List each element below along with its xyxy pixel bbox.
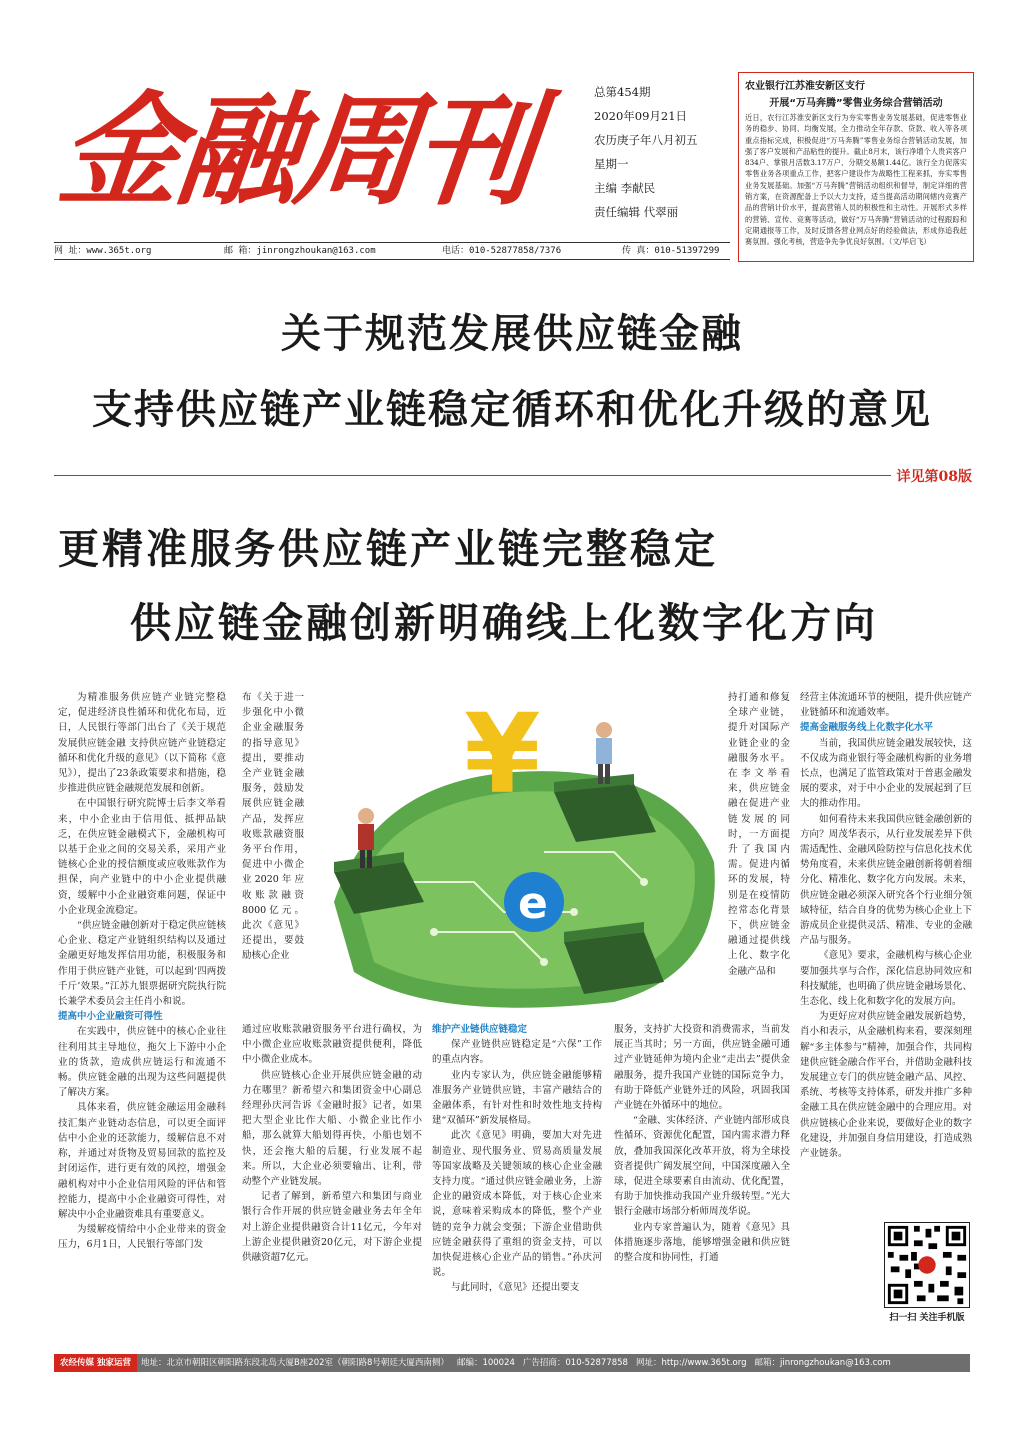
supply-chain-illustration — [314, 692, 720, 1014]
paragraph: 经营主体流通环节的梗阻，提升供应链产业链循环和流通效率。 — [800, 692, 972, 719]
paragraph: 为精准服务供应链产业链完整稳定，促进经济良性循环和优化布局，近日，人民银行等部门出台了《关于规范发展供应链金融 支持供应链产业链稳定循环和优化升级的意见》（以下简称《意见》），提出了23条政策要求和措施，稳步推进供应链金融规范发展和创新。 — [58, 692, 226, 795]
lunar-date: 农历庚子年八月初五 — [594, 133, 698, 147]
chief-editor: 主编 李献民 — [594, 181, 656, 195]
contact-website[interactable]: 网 址：www.365t.org — [54, 246, 152, 256]
qr-code[interactable] — [884, 1222, 970, 1308]
issue-date: 2020年09月21日 — [594, 109, 688, 123]
paragraph: 具体来看，供应链金融运用金融科技汇集产业链动态信息，可以更全面评估中小企业的还款能力，缓解信息不对称，并通过对货物及贸易回款的监控及封闭运作，进行更有效的风控，增强金融机构对中小企业信用风险的评估和管控能力，提高中小企业融资可得性，对解决中小企业融资难具有重要意义。 — [58, 1102, 226, 1220]
paragraph: 供应链核心企业开展供应链金融的动力在哪里？新希望六和集团资金中心副总经理孙庆河告诉《金融时报》记者，如果把大型企业比作大船、小微企业比作小船，那么就算大船划得再快，小船也划不快，还会拖大船的后腿，行业发展不起来。所以，大企业必须要输出、让利，带动整个产业链发展。 — [242, 1069, 422, 1188]
article-column-1 — [58, 690, 226, 1253]
footer-address: 地址：北京市朝阳区朝阳路东段北岛大厦B座202室（朝阳路8号朝廷大厦西南侧） — [140, 1358, 449, 1368]
paragraph: “金融、实体经济、产业链内部形成良性循环、资源优化配置，国内需求潜力释放，叠加我国深化改革开放，将为全球投资者提供广阔发展空间，中国深度融入全球，促进全球要素自由流动、优化配置，有助于加快推动我国产业升级转型。”光大银行金融市场部分析师周茂华说。 — [614, 1115, 790, 1218]
headline2-line1: 更精准服务供应链产业链完整稳定 — [58, 525, 718, 573]
see-more-link[interactable]: 详见第08版 — [891, 466, 972, 486]
footer-website[interactable]: 网址：http://www.365t.org — [635, 1358, 747, 1368]
side-news-body: 近日，农行江苏淮安新区支行为夯实零售业务发展基础，促进零售业务的稳步、协同、均衡发展，全力推动全年存款、贷款、收入等各项重点指标完成，积极促进“万马奔腾”零售业务综合营销活动发展，加强了客户发展和产品粘性的提升。截止8月末，该行净增个人贵宾客户834户、掌银月活数3.17万户、分期交易额1.44亿。该行全力促落实零售业务各项重点工作，把客户建设作为战略性工程来抓，夯实零售业务发展基础。加强“万马奔腾”营销活动组织和督导，制定详细的营销方案，在资源配备上予以大力支持，适当提高活动期间辖内竞赛产品的营销计价水平，提高营销人员的积极性和主动性。开展形式多样的营销、宣传、竞赛等活动，做好“万马奔腾”营销活动的过程跟踪和定期通报等工作，及时反馈各营业网点好的经验做法，形成你追我赶赛氛围。强化考核，营造争先争优良好氛围。（文/毕启飞） — [745, 113, 967, 247]
contact-bar — [54, 242, 730, 260]
svg-text:e: e — [518, 878, 548, 929]
paragraph: 布《关于进一步强化中小微企业金融服务的指导意见》提出，要推动全产业链金融服务，鼓励发展供应链金融产品，发挥应收账款融资服务平台作用，促进中小微企业2020年应收账款融资8000亿元。此次《意见》还提出，要鼓励核心企业 — [242, 692, 304, 962]
paragraph: “供应链金融创新对于稳定供应链核心企业、稳定产业链组织结构以及通过金融更好地发挥信用功能，积极服务和作用于供应链产业链，可以起到‘四两拨千斤’效果。”江苏九银票据研究院执行院长兼学术委员会主任肖小和说。 — [58, 920, 226, 1008]
paragraph: 通过应收账款融资服务平台进行确权，为中小微企业应收账款融资提供便利，降低中小微企业成本。 — [242, 1024, 422, 1066]
paragraph: 与此同时，《意见》还提出要支 — [451, 1282, 580, 1294]
footer-bar — [54, 1354, 970, 1372]
paragraph: 如何看待未来我国供应链金融创新的方向？周茂华表示，从行业发展差异下供需适配性、金融风险防控与信息化技术优势角度看，未来供应链金融创新将朝着细分化、精准化、数字化方向发展。未来，供应链金融必须深入研究各个行业细分领域特征，结合自身的优势为核心企业上下游成员企业提供灵活、精准、专业的金融产品与服务。 — [800, 813, 972, 947]
footer-email[interactable]: 邮箱：jinrongzhoukan@163.com — [754, 1358, 891, 1368]
paragraph: 《意见》要求，金融机构与核心企业要加强共享与合作，深化信息协同效应和科技赋能，也明确了供应链金融场景化、生态化、线上化和数字化的发展方向。 — [800, 950, 972, 1008]
article-column-2-top — [242, 690, 304, 964]
footer-brand: 农经传媒 独家运营 — [54, 1354, 137, 1372]
subheading-3: 提高金融服务线上化数字化水平 — [800, 722, 934, 734]
article-column-4-bottom — [614, 1022, 790, 1265]
paragraph: 为缓解疫情给中小企业带来的资金压力，6月1日，人民银行等部门发 — [58, 1224, 226, 1251]
paragraph: 持打通和修复全球产业链，提升对国际产业链企业的金融服务水平。在李文举看来，供应链金融在促进产业链发展的同时，一方面提升了我国内需。促进内循环的发展，特别是在疫情防控常态化背景下，供应链金融通过提供线上化、数字化金融产品和 — [728, 692, 790, 977]
red-divider — [54, 475, 970, 476]
issue-info — [594, 80, 734, 224]
paragraph: 在中国银行研究院博士后李文举看来，中小企业由于信用低、抵押品缺乏，在供应链金融模式下，金融机构可以基于企业之间的交易关系，采用产业链核心企业的授信额度或应收账款作为担保，向产业链中的中小企业提供融资，缓解中小企业融资难问题，保证中小企业现金流稳定。 — [58, 798, 226, 916]
headline1-line1: 关于规范发展供应链金融 — [281, 310, 743, 357]
svg-text:¥: ¥ — [464, 692, 541, 818]
issue-number: 总第454期 — [594, 85, 651, 99]
subheading-1: 提高中小企业融资可得性 — [58, 1011, 163, 1023]
qr-caption: 扫一扫 关注手机版 — [889, 1313, 965, 1323]
contact-phone: 电话：010-52877858/7376 — [442, 246, 562, 256]
side-news-title-1: 农业银行江苏淮安新区支行 — [745, 81, 865, 92]
contact-email[interactable]: 邮 箱：jinrongzhoukan@163.com — [224, 246, 376, 256]
paragraph: 当前，我国供应链金融发展较快，这不仅成为商业银行等金融机构新的业务增长点，也满足了监管政策对于普惠金融发展的要求，对于中小企业的发展起到了巨大的推动作用。 — [800, 737, 972, 810]
headline2-line2: 供应链金融创新明确线上化数字化方向 — [130, 599, 878, 647]
paragraph: 业内专家认为，供应链金融能够精准服务产业链供应链，丰富产融结合的金融体系，有针对性和时效性地支持构建“双循环”新发展格局。 — [432, 1069, 602, 1127]
paragraph: 保产业链供应链稳定是“六保”工作的重点内容。 — [432, 1039, 602, 1066]
masthead-title: 金融周刊 — [52, 78, 540, 222]
side-news-title-2: 开展“万马奔腾”零售业务综合营销活动 — [769, 98, 943, 109]
subheading-2: 维护产业链供应链稳定 — [432, 1024, 528, 1035]
article-column-5 — [800, 690, 972, 1161]
duty-editor: 责任编辑 代翠丽 — [594, 205, 679, 219]
paragraph: 业内专家普遍认为，随着《意见》具体措施逐步落地，能够增强金融和供应链的整合度和协同性，打通 — [614, 1221, 790, 1264]
contact-fax: 传 真：010-51397299 — [622, 246, 720, 256]
paragraph: 此次《意见》明确，要加大对先进制造业、现代服务业、贸易高质量发展等国家战略及关键领域的核心企业金融支持力度。“通过供应链金融业务，上游企业的融资成本降低，对于核心企业来说，意味着采购成本的降低，整个产业链的竞争力就会变强；下游企业借助供应链金融获得了重组的资金支持，可以加快促进核心企业产品的销售。”孙庆河说。 — [432, 1130, 602, 1279]
side-news-box — [738, 72, 974, 262]
headline1-line2: 支持供应链产业链稳定循环和优化升级的意见 — [92, 386, 932, 433]
article-column-2-bottom — [242, 1022, 422, 1265]
article-column-4-top — [728, 690, 790, 979]
paragraph: 在实践中，供应链中的核心企业往往利用其主导地位，拖欠上下游中小企业的货款，造成供应链运行和流通不畅。供应链金融的出现为这些问题提供了解决方案。 — [58, 1026, 226, 1099]
paragraph: 为更好应对供应链金融发展新趋势，肖小和表示，从金融机构来看，要深刻理解“多主体参与”精神，加强合作，共同构建供应链金融合作平台，并借助金融科技发展建立专门的供应链金融产品、风控、系统、考核等支持体系，研发并推广多种金融工具在供应链金融中的合理应用。对供应链核心企业来说，要做好企业的数字化建设，并加强自身信用建设，打造成熟产业链条。 — [800, 1011, 972, 1160]
footer-postcode: 邮编：100024 — [456, 1358, 515, 1368]
article-column-3 — [432, 1022, 602, 1296]
paragraph: 记者了解到，新希望六和集团与商业银行合作开展的供应链金融业务去年全年对上游企业提供融资合计11亿元，今年对上游企业提供融资20亿元，对下游企业提供融资超7亿元。 — [242, 1191, 422, 1264]
footer-ads: 广告招商：010-52877858 — [522, 1358, 628, 1368]
weekday: 星期一 — [594, 157, 629, 171]
paragraph: 服务，支持扩大投资和消费需求，当前发展正当其时；另一方面，供应链金融可通过产业链延伸为境内企业“走出去”提供金融服务，提升我国产业链的国际竞争力，有助于降低产业链外迁的风险，巩固我国产业链在外循环中的地位。 — [614, 1024, 790, 1112]
side-news-author: （文/毕启飞） — [888, 237, 931, 247]
